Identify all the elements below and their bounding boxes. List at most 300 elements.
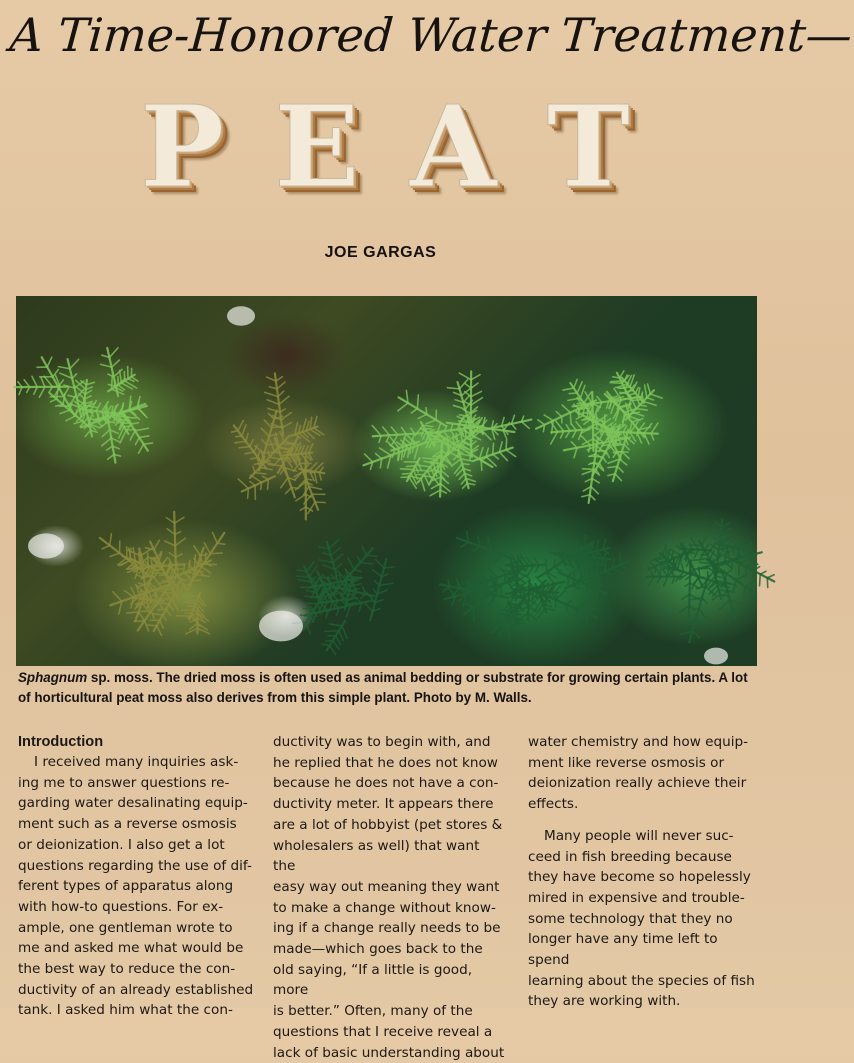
moss-leaf [499,452,507,460]
moss-leaf [372,426,381,436]
body-line: me and asked me what would be [18,938,256,959]
moss-leaf [139,436,149,438]
gravel-patch [28,533,64,558]
moss-leaf [423,458,437,459]
moss-leaf [319,560,332,563]
moss-leaf [336,636,341,645]
moss-leaf [602,445,610,446]
moss-leaf [471,398,482,405]
moss-leaf [160,589,172,590]
body-line: questions regarding the use of dif- [18,856,256,877]
moss-leaf [664,577,668,586]
body-line: ing me to answer questions re- [18,773,256,794]
moss-leaf [556,412,562,417]
moss-leaf [360,594,365,598]
moss-leaf [262,476,268,479]
moss-leaf [134,621,144,622]
moss-leaf [44,376,52,387]
moss-leaf [679,606,689,613]
body-line: ample, one gentleman wrote to [18,918,256,939]
moss-leaf [330,624,342,626]
moss-leaf [544,415,553,421]
moss-leaf [692,631,699,638]
moss-leaf [562,562,574,567]
moss-leaf [739,563,740,575]
moss-leaf [696,620,702,626]
text-column-1 [18,732,256,1021]
gravel-patch [704,648,728,665]
moss-leaf [702,598,707,604]
moss-leaf [471,375,480,380]
body-line: or deionization. I also get a lot [18,835,256,856]
moss-leaf [590,495,595,500]
moss-leaf [333,641,339,649]
moss-leaf [623,412,625,426]
body-line: are a lot of hobbyist (pet stores & [273,815,505,836]
moss-leaf [650,563,655,567]
moss-leaf [331,548,341,556]
body-paragraph [528,826,760,1012]
body-line: ductivity was to begin with, and [273,732,505,753]
moss-leaf [250,482,255,486]
body-line: water chemistry and how equip- [528,732,760,753]
caption-species-name: Sphagnum [18,670,87,685]
moss-leaf [376,559,384,568]
moss-leaf [665,549,667,557]
moss-leaf [265,462,273,464]
moss-leaf [597,586,602,589]
moss-leaf [127,612,139,613]
moss-leaf [110,553,120,556]
moss-leaf [163,593,175,594]
moss-leaf [644,433,649,444]
moss-leaf [492,621,501,623]
moss-leaf [743,587,745,597]
moss-leaf [239,447,250,448]
moss-leaf [459,473,464,479]
moss-leaf [238,479,248,489]
moss-leaf [255,473,266,474]
section-heading-introduction: Introduction [18,732,256,752]
moss-leaf [672,569,678,570]
moss-leaf [335,564,342,569]
moss-leaf [296,576,309,577]
headline-letter-t: T [547,88,630,208]
moss-leaf [617,466,623,472]
moss-leaf [135,437,139,444]
moss-leaf [448,587,455,596]
body-line: learning about the species of fish [528,971,760,992]
moss-leaf [651,423,658,433]
moss-leaf [307,561,315,571]
moss-leaf [157,590,165,591]
moss-leaf [151,569,162,571]
moss-leaf [32,376,37,387]
moss-leaf [421,478,425,490]
moss-leaf [163,581,169,582]
paragraph-gap [528,815,760,826]
moss-leaf [400,469,413,470]
moss-illustration [16,296,757,666]
body-line: easy way out meaning they want [273,877,505,898]
moss-leaf [563,388,574,390]
moss-leaf [509,606,516,607]
body-line: ceed in fish breeding because [528,847,760,868]
moss-leaf [260,467,272,469]
article-byline: JOE GARGAS [0,244,761,262]
moss-leaf [484,551,491,558]
moss-leaf [268,451,269,457]
moss-leaf [589,456,602,457]
moss-leaf [342,626,347,639]
moss-leaf [109,348,118,358]
moss-leaf [60,410,69,414]
headline-letter-p: P [140,88,224,208]
body-line: they have become so hopelessly [528,867,760,888]
moss-leaf [310,417,312,429]
body-paragraph [273,732,505,1063]
moss-leaf [141,611,151,612]
moss-leaf [611,403,615,413]
moss-leaf [197,628,209,633]
moss-leaf [379,583,392,585]
moss-leaf [528,606,535,610]
moss-leaf [367,555,377,556]
moss-leaf [640,405,646,406]
caption-line-1 [18,668,758,688]
moss-stem [242,476,275,491]
moss-leaf [248,488,249,498]
moss-leaf [554,560,555,567]
moss-leaf [196,574,209,576]
moss-leaf [160,620,163,628]
moss-leaf [587,581,593,585]
moss-leaf [401,447,403,460]
moss-leaf [154,540,159,549]
text-column-2 [273,732,505,1063]
moss-leaf [70,359,79,368]
moss-leaf [169,604,173,610]
moss-leaf [189,560,190,570]
body-line: some technology that they no [528,909,760,930]
moss-leaf [746,563,754,567]
moss-leaf [186,628,198,633]
moss-leaf [749,544,751,556]
moss-leaf [501,614,509,616]
moss-leaf [282,423,291,428]
moss-leaf [175,538,185,545]
sphagnum-moss-photo [16,296,757,666]
moss-leaf [325,631,339,632]
moss-leaf [384,567,394,568]
article-headline [140,88,630,208]
moss-leaf [462,464,469,465]
moss-leaf [140,549,151,556]
moss-leaf [760,574,761,586]
moss-leaf [51,399,57,402]
moss-leaf [528,613,536,620]
moss-leaf [358,557,361,563]
moss-leaf [306,622,310,633]
moss-leaf [147,625,157,626]
body-line: deionization really achieve their [528,773,760,794]
moss-leaf [383,427,390,435]
moss-leaf [574,379,577,388]
body-line: effects. [528,794,760,815]
body-line: longer have any time left to spend [528,929,760,970]
moss-leaf [441,477,449,483]
moss-leaf [107,446,113,450]
moss-leaf [380,448,391,455]
moss-leaf [589,413,590,419]
moss-leaf [648,384,651,394]
moss-leaf [576,601,586,609]
moss-leaf [102,546,110,549]
moss-leaf [267,400,279,405]
body-line: he replied that he does not know [273,753,505,774]
moss-leaf [459,415,467,416]
moss-leaf [85,430,91,436]
moss-leaf [163,615,166,620]
moss-leaf [570,413,571,424]
photo-caption [18,668,758,708]
moss-leaf [554,567,561,571]
moss-leaf [577,382,582,393]
moss-leaf [139,444,144,453]
moss-leaf [471,391,481,396]
moss-leaf [181,609,193,610]
moss-leaf [39,387,45,397]
moss-leaf [279,396,289,404]
moss-leaf [406,466,415,467]
moss-leaf [246,434,248,442]
moss-leaf [410,444,411,454]
body-line: is better.” Often, many of the [273,1001,505,1022]
article-kicker: A Time-Honored Water Treatment— [8,0,758,70]
moss-leaf [620,565,626,569]
moss-leaf [595,558,601,563]
moss-leaf [576,422,582,430]
moss-leaf [473,546,480,551]
moss-leaf [727,609,733,615]
moss-leaf [648,577,653,586]
moss-leaf [431,484,440,489]
moss-leaf [374,581,379,586]
body-line: ferent types of apparatus along [18,876,256,897]
moss-leaf [612,568,621,573]
moss-leaf [534,558,539,565]
body-line: Many people will never suc- [528,826,760,847]
moss-leaf [566,604,567,611]
moss-leaf [79,394,85,399]
moss-leaf [566,601,571,605]
moss-leaf [466,604,473,608]
moss-leaf [125,381,137,388]
moss-stem [399,397,446,425]
moss-leaf [587,607,597,613]
body-line: ing if a change really needs to be [273,918,505,939]
moss-leaf [330,646,336,655]
moss-leaf [767,575,774,578]
moss-leaf [713,537,719,542]
moss-leaf [333,554,343,563]
moss-leaf [135,428,149,431]
moss-leaf [128,379,134,381]
moss-leaf [699,609,707,619]
moss-leaf [447,388,459,389]
moss-leaf [493,454,499,459]
moss-leaf [120,371,122,383]
moss-leaf [281,478,288,488]
moss-leaf [354,570,361,572]
moss-leaf [102,438,111,446]
gravel-patch [259,611,303,642]
moss-leaf [689,559,703,560]
moss-leaf [726,570,731,573]
moss-leaf [47,357,52,367]
moss-leaf [645,385,647,398]
moss-leaf [365,454,373,462]
moss-leaf [74,421,82,423]
moss-fronds [14,306,774,664]
moss-leaf [373,589,377,594]
moss-leaf [636,388,639,394]
moss-leaf [720,600,730,609]
moss-leaf [238,421,244,431]
moss-leaf [546,560,547,572]
body-line: because he does not have a con- [273,773,505,794]
moss-leaf [125,591,134,598]
moss-leaf [205,553,206,563]
moss-leaf [265,392,278,396]
moss-leaf [217,543,224,544]
body-line: I received many inquiries ask- [18,752,256,773]
moss-leaf [571,442,577,448]
moss-leaf [493,443,494,454]
body-line: wholesalers as well) that want the [273,836,505,877]
moss-leaf [611,381,624,382]
moss-leaf [589,578,601,585]
moss-leaf [152,614,163,615]
moss-leaf [372,569,381,576]
moss-leaf [647,398,654,400]
moss-leaf [108,454,114,459]
moss-leaf [306,603,317,604]
moss-leaf [250,439,253,446]
moss-leaf [512,424,516,429]
body-line: ment like reverse osmosis or [528,753,760,774]
body-line: ment such as a reverse osmosis [18,814,256,835]
moss-leaf [753,567,759,571]
body-line: ductivity of an already established [18,980,256,1001]
moss-leaf [308,502,315,514]
moss-leaf [258,451,260,457]
moss-leaf [315,502,325,503]
moss-leaf [111,375,112,389]
text-column-3 [528,732,760,1012]
moss-leaf [242,425,246,436]
caption-line-2: of horticultural peat moss also derives from this simple plant. Photo by M. Walls. [18,688,758,708]
moss-leaf [494,555,503,563]
moss-leaf [59,367,70,369]
moss-leaf [576,609,577,620]
moss-leaf [152,573,165,574]
moss-leaf [573,585,578,589]
moss-leaf [592,478,599,482]
moss-leaf [505,565,512,566]
moss-leaf [725,573,726,586]
moss-leaf [314,428,324,435]
moss-leaf [597,541,598,551]
moss-leaf [175,517,184,523]
moss-leaf [573,573,575,585]
moss-leaf [580,385,584,398]
moss-leaf [415,466,418,472]
body-line: made—which goes back to the [273,939,505,960]
moss-leaf [638,388,640,397]
moss-leaf [472,578,479,584]
caption-text-1: sp. moss. The dried moss is often used as animal bedding or substrate for growing certain plants. A lot [87,670,747,685]
moss-leaf [112,360,120,367]
moss-leaf [212,532,217,543]
moss-leaf [582,470,593,474]
moss-leaf [745,581,754,586]
moss-leaf [286,487,292,493]
moss-leaf [319,467,323,472]
moss-leaf [429,442,432,447]
moss-leaf [615,474,621,481]
moss-leaf [315,597,321,598]
moss-leaf [178,585,184,595]
body-line: garding water desalinating equip- [18,793,256,814]
moss-leaf [41,377,45,386]
moss-leaf [719,546,730,550]
moss-leaf [235,441,246,442]
moss-leaf [631,400,641,401]
moss-leaf [360,562,373,564]
moss-leaf [296,494,306,500]
moss-leaf [521,422,529,429]
moss-leaf [597,397,602,403]
moss-leaf [712,531,720,535]
body-line: tank. I asked him what the con- [18,1000,256,1021]
moss-leaf [72,374,76,379]
moss-leaf [278,391,284,396]
moss-leaf [268,408,280,412]
moss-leaf [463,396,469,403]
moss-leaf [702,536,707,546]
moss-leaf [643,401,656,405]
moss-leaf [261,428,269,436]
body-line: they are working with. [528,991,760,1012]
moss-leaf [165,541,175,546]
moss-leaf [253,466,255,472]
moss-leaf [606,438,612,439]
moss-leaf [365,603,373,611]
moss-leaf [402,473,411,474]
moss-leaf [506,439,507,450]
moss-leaf [591,487,598,494]
moss-leaf [505,627,510,637]
moss-leaf [461,478,466,484]
moss-leaf [110,534,112,546]
moss-leaf [506,450,516,457]
moss-leaf [481,460,482,470]
moss-leaf [576,415,583,419]
body-line: to make a change without know- [273,898,505,919]
moss-leaf [417,395,418,409]
moss-leaf [555,586,561,593]
